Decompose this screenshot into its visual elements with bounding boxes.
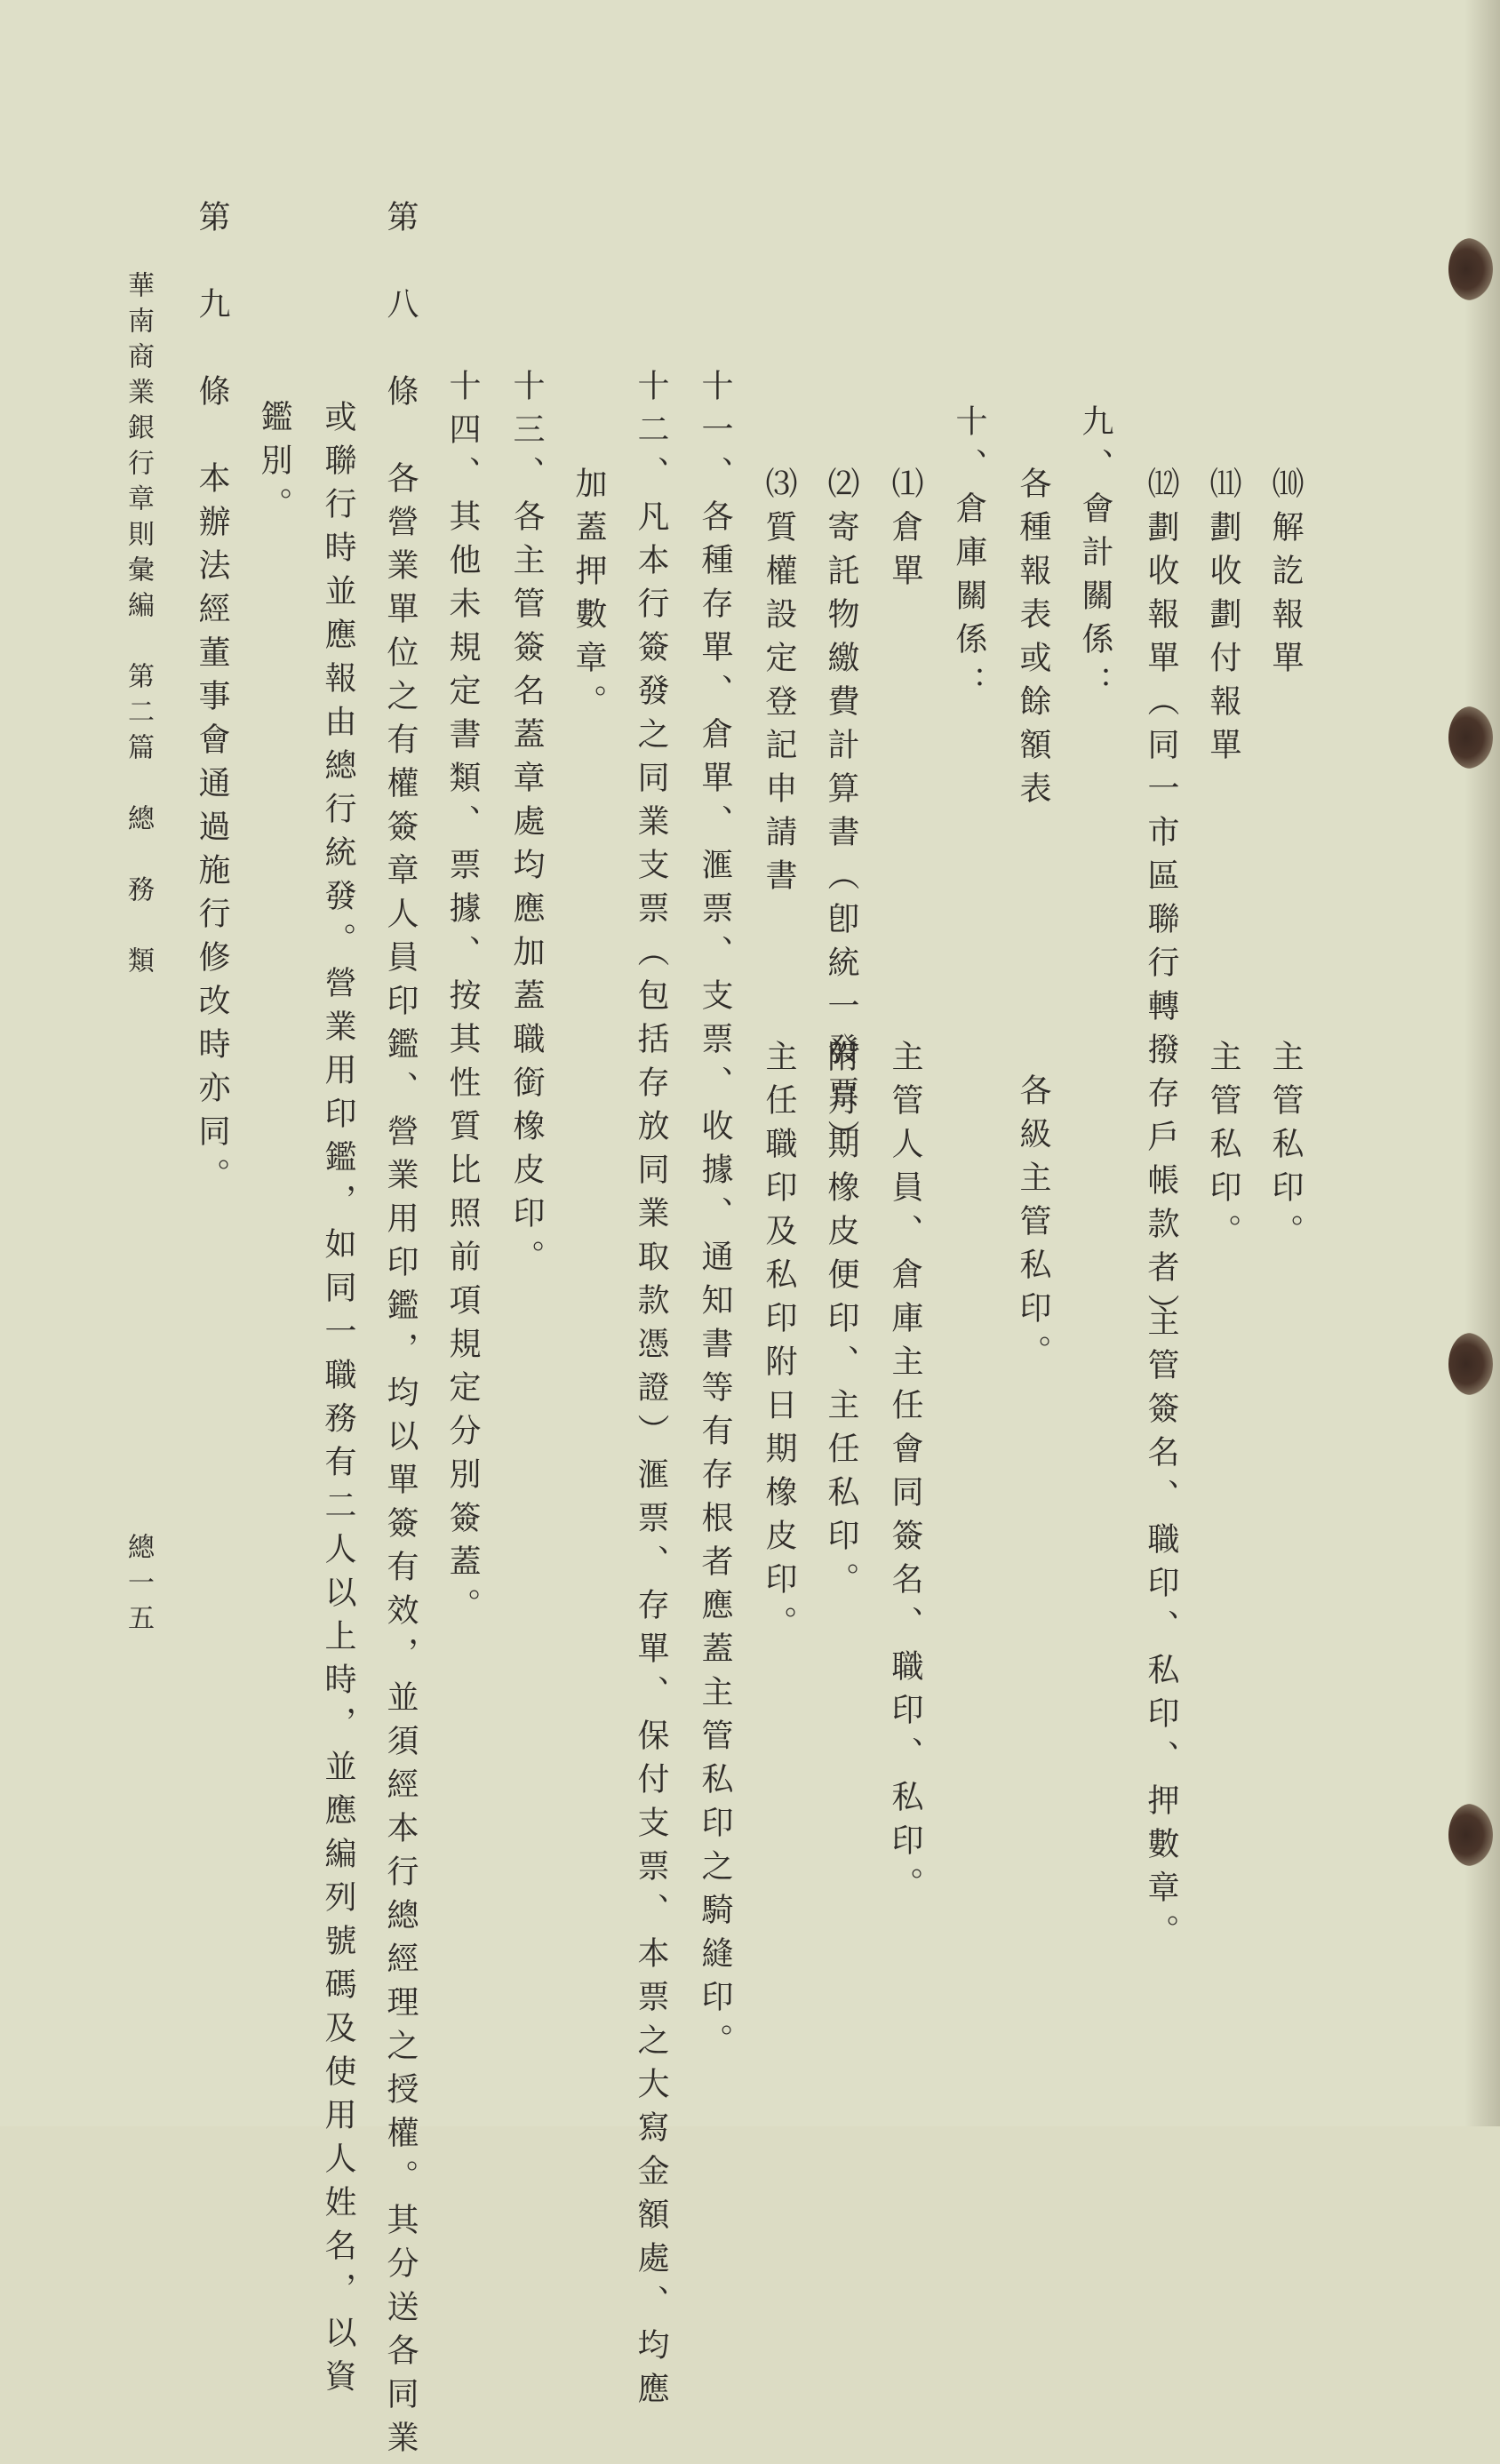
page-number: 總一五	[123, 1533, 154, 1639]
text-column: 主管簽名、職印、私印、押數章。	[1143, 1304, 1179, 1958]
text-column: 十二、凡本行簽發之同業支票（包括存放同業取款憑證）滙票、存單、保付支票、本票之大寫金額處、均應	[633, 369, 669, 2415]
text-column: 十四、其他未規定書類、票據、按其性質比照前項規定分別簽蓋。	[444, 369, 481, 1631]
text-column: 各級主管私印。	[1015, 1073, 1051, 1378]
text-column: ⑵寄託物繳費計算書（卽統一發票）	[823, 466, 859, 1163]
text-column: 鑑別。	[256, 400, 292, 530]
text-column: ⑾劃收劃付報單	[1205, 466, 1241, 771]
text-column: 十、倉庫關係：	[951, 404, 987, 709]
text-column: ⑶質權設定登記申請書	[761, 466, 797, 902]
text-column: 各種報表或餘額表	[1015, 466, 1051, 815]
text-column: 九、會計關係：	[1077, 404, 1113, 709]
text-column: 主管人員、倉庫主任會同簽名、職印、私印。	[887, 1040, 923, 1910]
binding-hole	[1448, 238, 1493, 300]
text-column: 十一、各種存單、倉單、滙票、支票、收據、通知書等有存根者應蓋主管私印之騎縫印。	[697, 369, 733, 2067]
text-column: ⑽解訖報單	[1267, 466, 1304, 684]
text-column: 十三、各主管簽名蓋章處均應加蓋職銜橡皮印。	[508, 369, 545, 1283]
text-column: 主管私印。	[1267, 1040, 1304, 1257]
text-column: 第 八 條 各營業單位之有權簽章人員印鑑、營業用印鑑，均以單簽有效，並須經本行總經理之授權。其分送各同業	[382, 200, 419, 2464]
text-column: ⑴倉單	[887, 466, 923, 597]
text-column: 主管私印。	[1205, 1040, 1241, 1257]
binding-hole	[1448, 1333, 1493, 1395]
text-column: 或聯行時並應報由總行統發。營業用印鑑，如同一職務有二人以上時，並應編列號碼及使用人姓名，以資	[320, 400, 356, 2403]
binding-hole	[1448, 706, 1493, 769]
text-column: 加蓋押數章。	[570, 466, 607, 728]
text-column: 附月期橡皮便印、主任私印。	[823, 1040, 859, 1606]
running-title: 華南商業銀行章則彙編 第二篇 總 務 類	[123, 271, 154, 982]
binding-hole	[1448, 1804, 1493, 1866]
text-column: ⑿劃收報單（同一市區聯行轉撥存戶帳款者）	[1143, 466, 1179, 1337]
text-column: 第 九 條 本辦法經董事會通過施行修改時亦同。	[194, 200, 230, 1201]
text-column: 主任職印及私印附日期橡皮印。	[761, 1040, 797, 1649]
